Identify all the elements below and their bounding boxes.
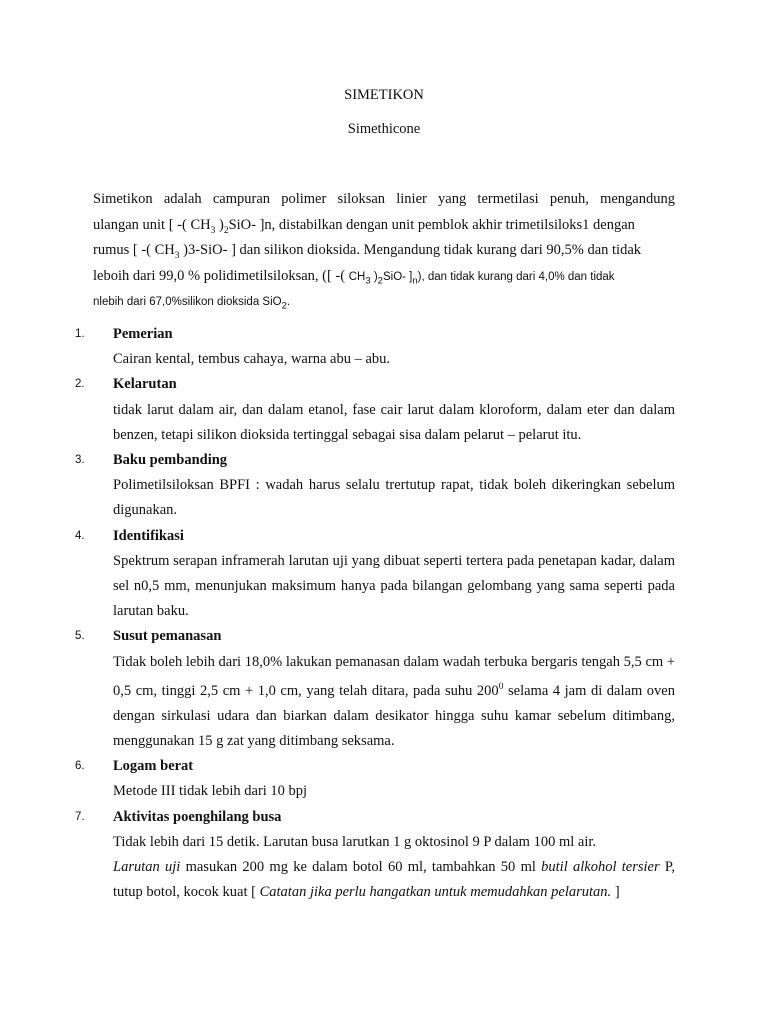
section-heading: Kelarutan [113, 376, 177, 393]
section-text: tidak larut dalam air, dan dalam etanol, fase cair larut dalam kloroform, dalam eter dan dalam benzen, tetapi silikon dioksida tertinggal sebagai sisa dalam pelarut – pelarut itu. [113, 401, 675, 443]
list-item-identifikasi [75, 524, 675, 625]
section-heading: Susut pemanasan [113, 628, 222, 645]
intro-line-4: leboih dari 99,0 % polidimetilsiloksan, ([ -( $CH_3$ )$_2SiO-$ ]$_n$), dan tidak kurang dari 4,0% dan tidak [93, 267, 615, 286]
list-number: 5. [75, 630, 85, 643]
intro-paragraph [93, 187, 675, 315]
section-text: Spektrum serapan inframerah larutan uji yang dibuat seperti tertera pada penetapan kadar, dalam sel n0,5 mm, menunjukan maksimum hanya pada bilangan gelombang yang sama seperti pada larutan baku. [113, 552, 675, 620]
intro-line-5: nlebih dari 67,0%silikon dioksida SiO$_2$. [93, 296, 291, 312]
section-heading: Baku pembanding [113, 452, 228, 469]
list-number: 7. [75, 810, 85, 823]
section-heading: Aktivitas poenghilang busa [113, 808, 282, 825]
intro-line-2: ulangan unit [ -( $CH_3$ )$_2SiO-$ ]n, distabilkan dengan unit pemblok akhir trimetilsiloks1 dengan [93, 216, 635, 236]
intro-line-3: rumus [ -( $CH_3$ )3-SiO- ] dan silikon dioksida. Mengandung tidak kurang dari 90,5% dan tidak [93, 242, 642, 261]
section-text: Tidak boleh lebih dari 18,0% lakukan pemanasan dalam wadah terbuka bergaris tengah 5,5 cm + 0,5 cm, tinggi 2,5 cm + 1,0 cm, yang telah ditara, pada suhu $200^0$ selama 4 jam di dalam oven dengan sirkulasi udara dan biarkan dalam desikator hingga suhu kamar sebelum ditimbang, menggunakan 15 g zat yang ditimbang seksama. [113, 653, 675, 750]
list-item-logam-berat [75, 754, 675, 804]
list-number: 6. [75, 760, 85, 773]
list-item-susut-pemanasan [75, 624, 675, 754]
list-number: 3. [75, 454, 85, 467]
list-item-baku-pembanding [75, 448, 675, 524]
list-number: 1. [75, 328, 85, 340]
page-title: SIMETIKON [344, 87, 424, 103]
list-item-aktivitas-penghilang-busa [75, 805, 675, 906]
list-item-kelarutan [75, 372, 675, 448]
section-text: Polimetilsiloksan BPFI : wadah harus selalu trertutup rapat, tidak boleh dikeringkan sebelum digunakan. [113, 477, 675, 519]
section-heading: Pemerian [113, 326, 173, 342]
section-heading: Identifikasi [113, 527, 184, 544]
section-text: Cairan kental, tembus cahaya, warna abu – abu. [113, 351, 391, 368]
section-text-2: Larutan uji masukan 200 mg ke dalam botol 60 ml, tambahkan 50 ml butil alkohol tersier P, tutup botol, kocok kuat [ Catatan jika perlu hangatkan untuk memudahkan pelarutan. ] [113, 859, 675, 901]
list-number: 2. [75, 378, 85, 391]
list-item-pemerian [75, 322, 675, 372]
intro-line-1: Simetikon adalah campuran polimer siloksan linier yang termetilasi penuh, mengandung [93, 191, 675, 207]
section-heading: Logam berat [113, 758, 194, 775]
list-number: 4. [75, 529, 85, 542]
page-subtitle: Simethicone [347, 121, 421, 137]
section-text: Metode III tidak lebih dari 10 bpj [113, 783, 308, 800]
section-text: Tidak lebih dari 15 detik. Larutan busa larutkan 1 g oktosinol 9 P dalam 100 ml air. [113, 833, 596, 850]
monograph-list [75, 322, 675, 906]
